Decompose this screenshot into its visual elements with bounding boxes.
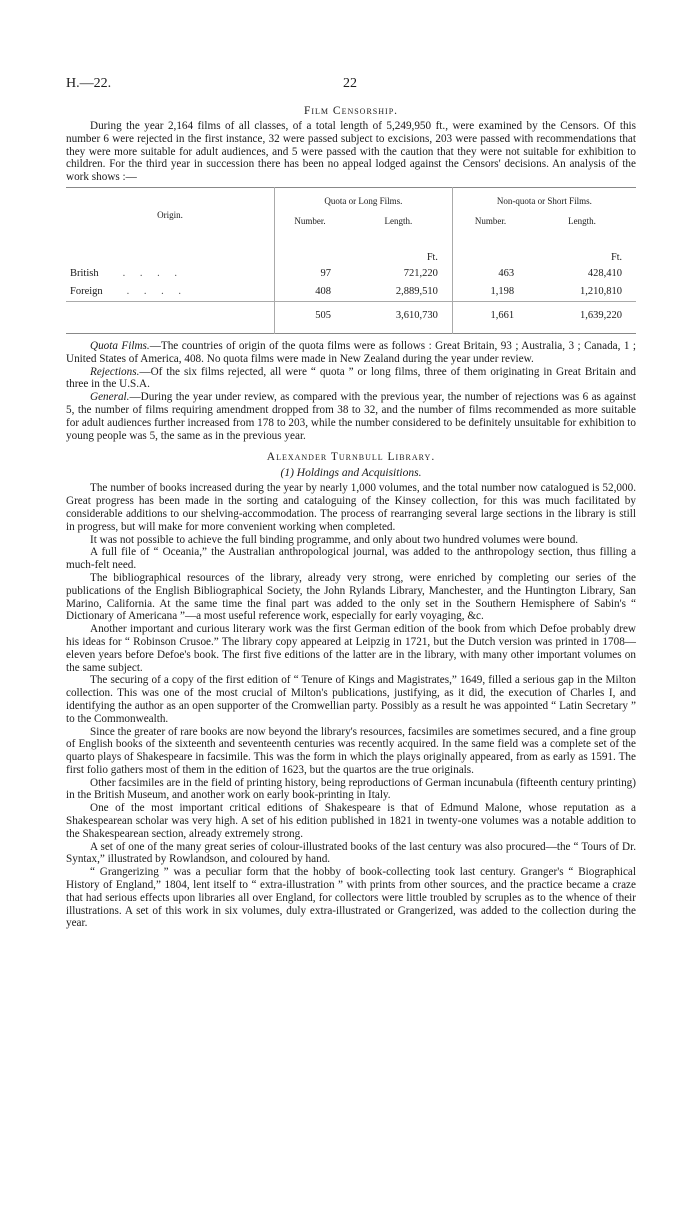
film-censorship-heading: Film Censorship. [303, 105, 399, 117]
library-paragraph: Other facsimiles are in the field of printing history, being reproductions of German incunabula (fifteenth century printing) in the British Museum, and another work on early book-printing in Italy. [66, 776, 636, 802]
nonquota-group-header: Non-quota or Short Films. [452, 187, 636, 214]
nonquota-number-header: Number. [452, 214, 528, 242]
leader-dots: . . . . [126, 285, 188, 297]
quota-number-header: Number. [275, 214, 346, 242]
nonquota-unit: Ft. [611, 251, 622, 263]
nonquota-length-cell: 1,210,810 [580, 285, 622, 297]
quota-number-cell: 97 [275, 265, 346, 283]
total-quota-number: 505 [275, 301, 346, 333]
nonquota-length-cell: 428,410 [587, 267, 622, 279]
nonquota-number-cell: 1,198 [452, 283, 528, 302]
quota-length-cell: 2,889,510 [395, 285, 438, 297]
nonquota-length-header: Length. [568, 215, 596, 226]
rejections-text: —Of the six films rejected, all were “ quota ” or long films, three of them originating in Great Britain and three in the U.S.A. [66, 365, 636, 391]
row-origin: Foreign [70, 285, 103, 297]
total-nonquota-number: 1,661 [452, 301, 528, 333]
library-paragraph: The bibliographical resources of the library, already very strong, were enriched by completing our series of the publications of the English Bibliographical Society, the John Rylands Library, Manchester, and the Huntington Library, San Marino, California. At the same time the final part was added to the only set in the Southern Hemisphere of Sabin's “ Dictionary of Americana ”—a most useful reference work, especially for early voyaging, &c. [66, 571, 636, 623]
page-content [66, 104, 636, 930]
origin-header: Origin. [157, 209, 183, 220]
table-row [66, 283, 636, 302]
table-unit-row [66, 242, 636, 265]
quota-length-cell: 721,220 [403, 267, 438, 279]
film-analysis-table [66, 187, 636, 334]
library-paragraph: The securing of a copy of the first edition of “ Tenure of Kings and Magistrates,” 1649, filled a serious gap in the Milton collection. This was one of the most crucial of Milton's publications, justifying, as it did, the execution of Charles I, and identifying the author as an open supporter of the Cromwellian party. Possibly as a result he was appointed “ Latin Secretary ” to the Commonwealth. [66, 674, 636, 725]
library-paragraph: Since the greater of rare books are now beyond the library's resources, facsimiles are sometimes secured, and a fine group of English books of the sixteenth and seventeenth centuries was recently acquired. In the same field was a complete set of the quarto plays of Shakespeare in facsimile. This was the form in which the plays originally appeared, from as early as 1591. The first folio gathers most of them in the edition of 1623, but the quartos are the true originals. [66, 725, 636, 776]
quota-films-paragraph [66, 340, 636, 366]
general-text: —During the year under review, as compared with the previous year, the number of rejections was 6 as against 5, the number of films requiring amendment dropped from 38 to 32, and the number of films recommended as more suitable for adult audiences further increased from 178 to 203, while the number considered to be definitely unsuitable for exhibition to young people was 5, the same as in the previous year. [66, 391, 636, 442]
library-paragraph: It was not possible to achieve the full binding programme, and only about two hundred volumes were bound. [90, 533, 579, 546]
rejections-label: Rejections. [90, 365, 140, 378]
document-code: H.—22. [66, 76, 112, 91]
table-group-header [66, 187, 636, 214]
quota-number-cell: 408 [275, 283, 346, 302]
leader-dots: . . . . [122, 267, 183, 279]
quota-films-text: —The countries of origin of the quota films were as follows : Great Britain, 93 ; Australia, 3 ; Canada, 1 ; United States of America, 408. No quota films were made in New Zealand during the year under review. [66, 339, 636, 365]
library-paragraph: Another important and curious literary work was the first German edition of the book from which Defoe probably drew his ideas for “ Robinson Crusoe.” The library copy appeared at Leipzig in 1721, but the Dutch version was printed in 1708—eleven years before Defoe's book. The first five editions of the latter are in the library, with many other important volumes on the same subject. [66, 623, 636, 674]
table-total-row [66, 301, 636, 333]
quota-group-header: Quota or Long Films. [275, 187, 453, 214]
library-paragraph: “ Grangerizing ” was a peculiar form that the hobby of book-collecting took last century. Granger's “ Biographical History of England,” 1804, lent itself to “ extra-illustration ” with prints from other sources, and the practice became a craze that had serious effects upon libraries all over England, for collectors were little troubled by scruples as to the whence of their illustrations. A set of this work in six volumes, duly extra-illustrated or Grangerized, was added to the collection during the year. [66, 866, 636, 930]
general-label: General. [90, 391, 130, 404]
library-paragraph: A full file of “ Oceania,” the Australian anthropological journal, was added to the anthropology section, thus filling a much-felt need. [66, 546, 636, 572]
library-heading: Alexander Turnbull Library. [266, 451, 436, 464]
rejections-paragraph [66, 366, 636, 392]
quota-length-header: Length. [384, 215, 413, 226]
total-nonquota-length: 1,639,220 [528, 301, 636, 333]
quota-films-label: Quota Films. [90, 339, 150, 352]
library-paragraph: One of the most important critical editions of Shakespeare is that of Edmund Malone, whose reputation as a Shakespearean scholar was very high. A set of his edition published in 1821 in twenty-one volumes was a notable addition to the Shakespearean section, already extremely strong. [66, 802, 636, 840]
total-quota-length: 3,610,730 [345, 301, 452, 333]
library-paragraph: The number of books increased during the year by nearly 1,000 volumes, and the total number now catalogued is 52,000. Great progress has been made in the sorting and cataloguing of the Kinsey collection, for this was much facilitated by considerable additions to our shelving-accommodation. The process of rearranging several large sections in the library is still in progress, but will make for more convenient working when completed. [66, 482, 636, 533]
general-paragraph [66, 391, 636, 442]
table-row [66, 265, 636, 283]
library-subheading: (1) Holdings and Acquisitions. [280, 467, 422, 480]
row-origin: British [70, 267, 99, 279]
film-censorship-intro: During the year 2,164 films of all classes, of a total length of 5,249,950 ft., were examined by the Censors. Of this number 6 were rejected in the first instance, 32 were passed subject to excisions, 203 were passed with recommendations that they were more suitable for adult audiences, and 5 were passed with the caution that they were not suitable for exhibition to children. For the third year in succession there has been no appeal lodged against the Censors' decisions. An analysis of the work shows :— [66, 120, 636, 184]
quota-unit: Ft. [427, 251, 438, 263]
page-header [66, 76, 634, 94]
library-paragraph: A set of one of the many great series of colour-illustrated books of the last century was also procured—the “ Tours of Dr. Syntax,” illustrated by Rowlandson, and coloured by hand. [66, 840, 636, 866]
nonquota-number-cell: 463 [452, 265, 528, 283]
page-number: 22 [343, 76, 357, 91]
